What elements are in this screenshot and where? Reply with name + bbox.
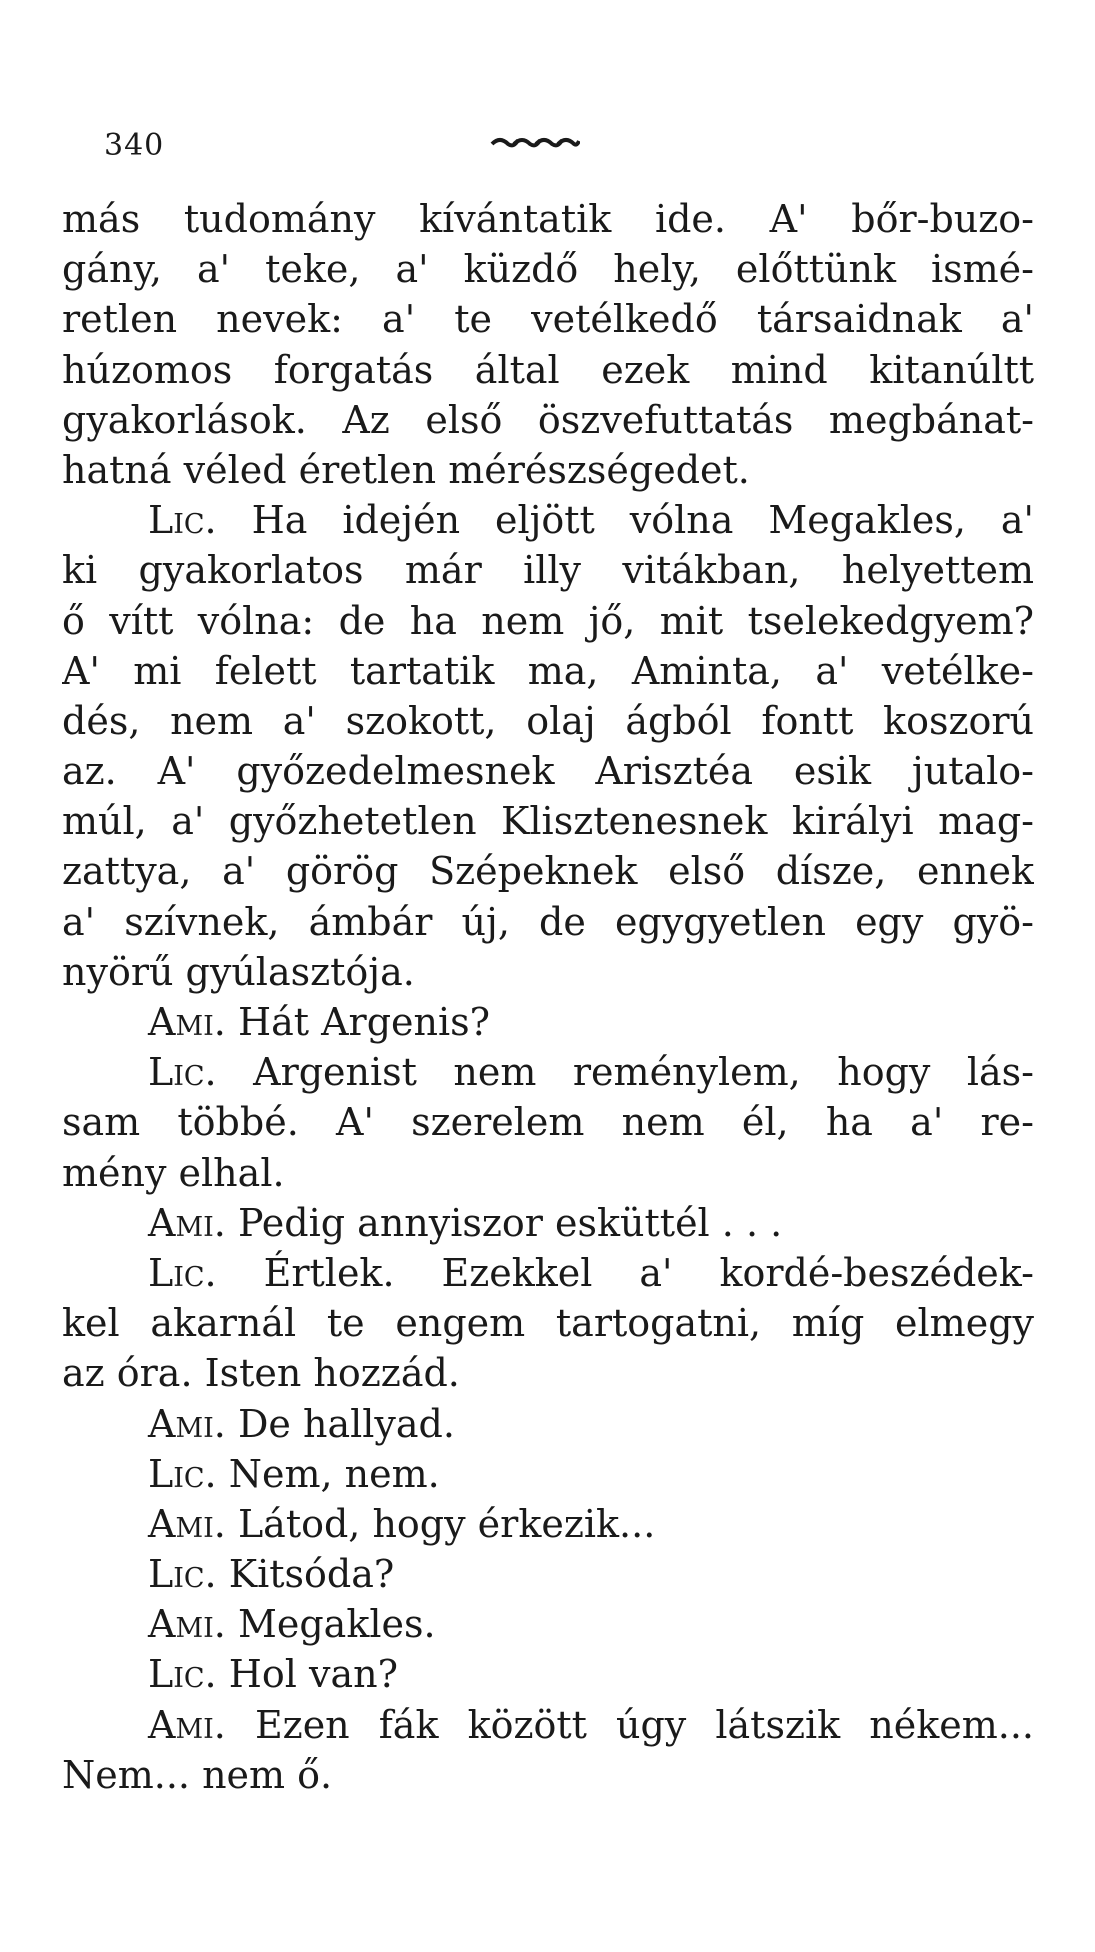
speaker-name: Lic. <box>148 1652 217 1697</box>
dialogue-line <box>62 1599 1034 1649</box>
line-text: Nem, nem. <box>228 1451 440 1496</box>
page-header <box>0 118 1095 178</box>
speaker-name: Lic. <box>148 1050 217 1095</box>
line-text: ő vítt vólna: de ha nem jő, mit tselekedgyem? <box>62 598 1034 643</box>
text-line <box>62 545 1034 595</box>
line-text: az. A' győzedelmesnek Arisztéa esik jutalo- <box>62 749 1034 794</box>
text-line <box>62 395 1034 445</box>
line-text: Ha idején eljött vólna Megakles, a' <box>251 498 1034 543</box>
dialogue-line <box>62 1047 1034 1097</box>
text-line <box>62 796 1034 846</box>
line-text: gány, a' teke, a' küzdő hely, előttünk ismé- <box>62 247 1034 292</box>
text-line <box>62 1750 1034 1800</box>
dialogue-line <box>62 1499 1034 1549</box>
text-line <box>62 846 1034 896</box>
line-text: Látod, hogy érkezik... <box>237 1501 656 1546</box>
dialogue-line <box>62 1700 1034 1750</box>
speaker-name: Lic. <box>148 498 217 543</box>
speaker-name: Ami. <box>148 1702 226 1747</box>
text-line <box>62 445 1034 495</box>
dialogue-line <box>62 1549 1034 1599</box>
line-text: De hallyad. <box>237 1401 455 1446</box>
dialogue-line <box>62 1449 1034 1499</box>
dialogue-line <box>62 1649 1034 1699</box>
line-text: más tudomány kívántatik ide. A' bőr-buzo- <box>62 197 1034 241</box>
line-text: A' mi felett tartatik ma, Aminta, a' vetélke- <box>62 648 1034 693</box>
speaker-name: Ami. <box>148 1501 226 1546</box>
text-line <box>62 244 1034 294</box>
line-text: Értlek. Ezekkel a' kordé-beszédek- <box>263 1250 1034 1295</box>
text-line <box>62 897 1034 947</box>
line-text: Hol van? <box>228 1652 398 1697</box>
text-line <box>62 1298 1034 1348</box>
speaker-name: Lic. <box>148 1451 217 1496</box>
page-body-text <box>62 194 1034 1800</box>
ornament-icon <box>490 132 580 156</box>
line-text: mény elhal. <box>62 1150 285 1195</box>
line-text: húzomos forgatás által ezek mind kitanúltt <box>62 347 1034 392</box>
text-line <box>62 596 1034 646</box>
line-text: a' szívnek, ámbár új, de egygyetlen egy gyö- <box>62 899 1034 944</box>
line-text: Argenist nem reménylem, hogy lás- <box>253 1050 1034 1095</box>
dialogue-line <box>62 1248 1034 1298</box>
line-text: Hát Argenis? <box>237 1000 491 1044</box>
text-line <box>62 1348 1034 1398</box>
line-text: kel akarnál te engem tartogatni, míg elmegy <box>62 1301 1034 1346</box>
line-text: Megakles. <box>237 1602 436 1647</box>
line-text: nyörű gyúlasztója. <box>62 949 415 994</box>
line-text: Kitsóda? <box>228 1552 395 1597</box>
line-text: gyakorlások. Az első öszvefuttatás megbánat- <box>62 397 1034 442</box>
text-line <box>62 345 1034 395</box>
line-text: retlen nevek: a' te vetélkedő társaidnak a' <box>62 297 1034 342</box>
text-line <box>62 746 1034 796</box>
line-text: hatná véled éretlen mérészségedet. <box>62 447 750 492</box>
dialogue-line <box>62 1198 1034 1248</box>
text-line <box>62 194 1034 244</box>
dialogue-line <box>62 1399 1034 1449</box>
text-line <box>62 294 1034 344</box>
text-line <box>62 696 1034 746</box>
line-text: Pedig annyiszor esküttél . . . <box>237 1200 783 1245</box>
text-line <box>62 646 1034 696</box>
speaker-name: Ami. <box>148 1200 226 1245</box>
page-number: 340 <box>104 128 165 163</box>
speaker-name: Lic. <box>148 1250 217 1295</box>
line-text: Nem... nem ő. <box>62 1752 333 1797</box>
text-line <box>62 1097 1034 1147</box>
line-text: Ezen fák között úgy látszik nékem... <box>254 1702 1034 1747</box>
line-text: dés, nem a' szokott, olaj ágból fontt koszorú <box>62 698 1034 743</box>
speaker-name: Ami. <box>148 1401 226 1446</box>
text-line <box>62 947 1034 997</box>
dialogue-line <box>62 997 1034 1047</box>
line-text: múl, a' győzhetetlen Klisztenesnek királyi mag- <box>62 799 1034 844</box>
speaker-name: Ami. <box>148 1602 226 1647</box>
line-text: sam többé. A' szerelem nem él, ha a' re- <box>62 1100 1034 1145</box>
dialogue-line <box>62 495 1034 545</box>
speaker-name: Lic. <box>148 1552 217 1597</box>
line-text: zattya, a' görög Szépeknek első dísze, ennek <box>62 849 1034 894</box>
text-line <box>62 1148 1034 1198</box>
speaker-name: Ami. <box>148 1000 226 1044</box>
line-text: ki gyakorlatos már illy vitákban, helyettem <box>62 548 1034 593</box>
line-text: az óra. Isten hozzád. <box>62 1351 460 1396</box>
